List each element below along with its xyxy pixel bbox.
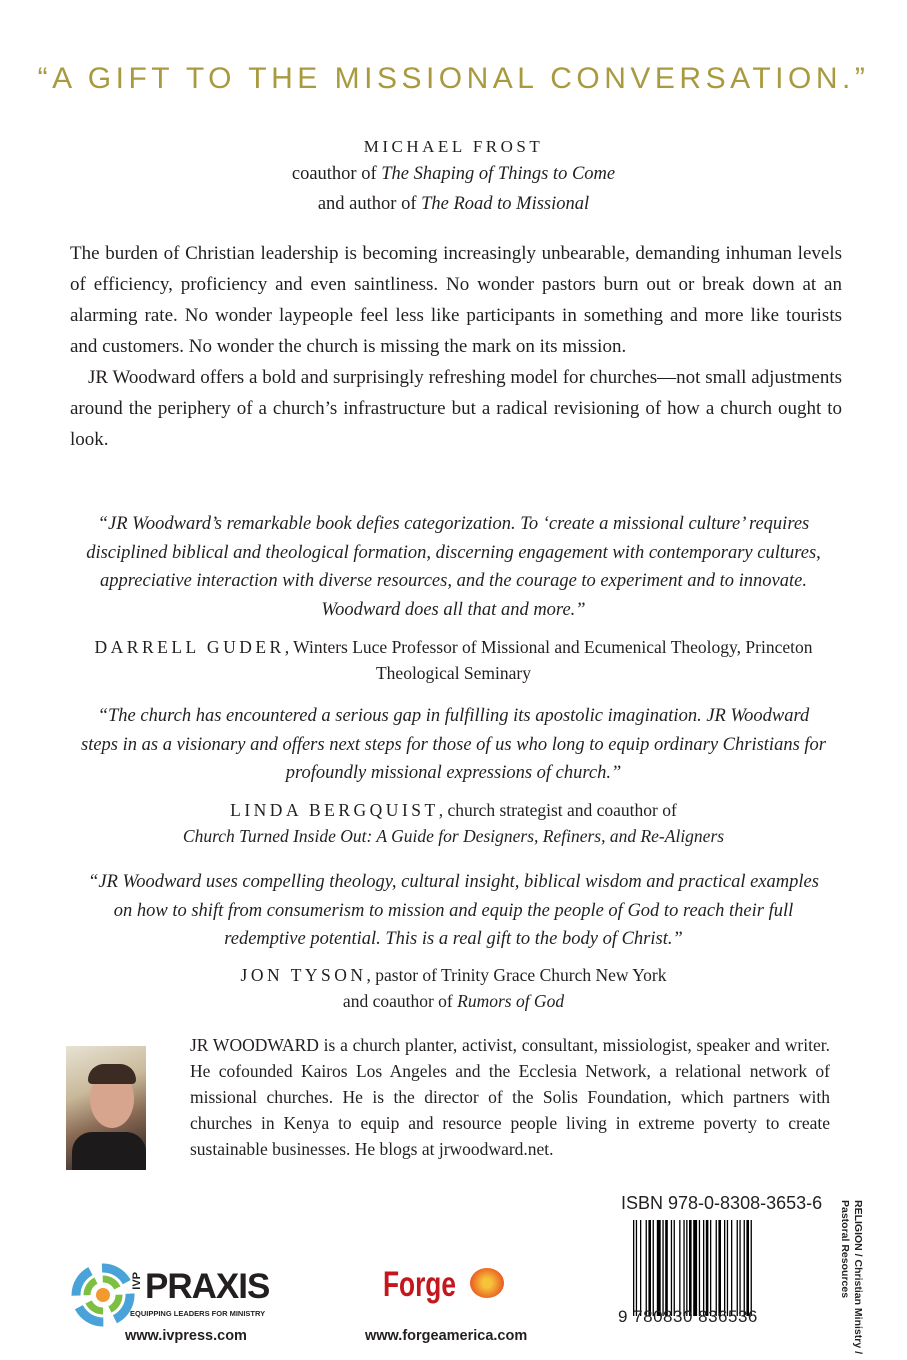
barcode-bar: [751, 1220, 752, 1316]
category-line: Pastoral Resources: [839, 1200, 851, 1299]
ivpress-link[interactable]: www.ivpress.com: [125, 1328, 247, 1344]
category-line: RELIGION / Christian Ministry /: [852, 1200, 864, 1355]
barcode-bar: [633, 1220, 634, 1316]
barcode-bar: [665, 1220, 668, 1316]
barcode-bar: [683, 1220, 684, 1316]
barcode-bar: [699, 1220, 700, 1316]
barcode-bar: [693, 1220, 697, 1316]
endorsement-quote: “The church has encountered a serious gap in fulfilling its apostolic imagination. JR Woodward steps in as a visionary and offers next steps for those of us who long to equip ordinary Christians for profoundly missional expressions of church.”: [81, 706, 826, 783]
endorser-name: LINDA BERGQUIST: [230, 800, 439, 820]
book-title: Rumors of God: [457, 991, 565, 1011]
barcode-bar: [737, 1220, 738, 1316]
description-paragraph: The burden of Christian leadership is becoming increasingly unbearable, demanding inhuman levels of efficiency, proficiency and even saintliness. No wonder pastors burn out or break down at an alarming rate. No wonder laypeople feel less like participants in something and more like tourists and customers. No wonder the church is missing the mark on its mission.: [70, 243, 842, 357]
description: [70, 238, 842, 455]
barcode-bar: [662, 1220, 663, 1316]
barcode-bar: [648, 1220, 651, 1316]
barcode-bar: [686, 1220, 687, 1316]
isbn: ISBN 978-0-8308-3653-6: [621, 1193, 823, 1213]
endorsement-quote: “JR Woodward’s remarkable book defies categorization. To ‘create a missional culture’ requires disciplined biblical and theological formation, discerning engagement with contemporary cultures, appreciative interaction with diverse resources, and the courage to experiment and to innovate. Woodward does all that and more.”: [86, 514, 821, 620]
barcode-bar: [739, 1220, 740, 1316]
endorser-role: , Winters Luce Professor of Missional and Ecumenical Theology, Princeton Theological Seminary: [284, 637, 813, 683]
barcode: [633, 1220, 795, 1316]
author-photo-hair: [88, 1064, 136, 1084]
barcode-bar: [727, 1220, 728, 1316]
barcode-bar: [706, 1220, 709, 1316]
endorser-name: DARRELL GUDER: [94, 637, 285, 657]
forge-flame-icon: [470, 1268, 504, 1298]
ivp-label: IVP: [131, 1272, 143, 1290]
praxis-wordmark: PRAXIS: [145, 1267, 270, 1306]
endorser-role: and coauthor of: [342, 991, 458, 1011]
barcode-digits: 9 780830 836536: [618, 1307, 758, 1326]
book-title: Church Turned Inside Out: A Guide for Designers, Refiners, and Re-Aligners: [182, 826, 725, 846]
endorsement-attribution: [80, 634, 827, 686]
barcode-bar: [744, 1220, 745, 1316]
endorsement-quote: “JR Woodward uses compelling theology, cultural insight, biblical wisdom and practical examples on how to shift from consumerism to mission and equip the people of God to reach their full redemptive potential. This is a real gift to the body of Christ.”: [88, 872, 819, 949]
barcode-bar: [671, 1220, 672, 1316]
author-bio: JR WOODWARD is a church planter, activist, consultant, missiologist, speaker and writer. He cofounded Kairos Los Angeles and the Ecclesia Network, a relational network of missional churches. He is the director of the Solis Foundation, which partners with churches in Kenya to equip and resource people living in extreme poverty to create sustainable businesses. He blogs at jrwoodward.net.: [190, 1035, 830, 1159]
barcode-bar: [657, 1220, 661, 1316]
endorser-credit-2: [0, 190, 907, 218]
endorsement-attribution: [80, 962, 827, 1014]
barcode-bar: [724, 1220, 725, 1316]
book-title: The Road to Missional: [421, 194, 590, 214]
barcode-bar: [636, 1220, 637, 1316]
book-title: The Shaping of Things to Come: [381, 164, 616, 184]
credit-text: and author of: [317, 194, 422, 214]
barcode-bar: [679, 1220, 680, 1316]
endorsement-attribution: [80, 797, 827, 849]
barcode-bar: [674, 1220, 675, 1316]
category-label: [838, 1200, 864, 1354]
praxis-tagline: EQUIPPING LEADERS FOR MINISTRY: [130, 1309, 266, 1318]
barcode-bar: [646, 1220, 647, 1316]
forgeamerica-link[interactable]: www.forgeamerica.com: [365, 1328, 528, 1344]
barcode-bar: [703, 1220, 704, 1316]
credit-text: coauthor of: [291, 164, 382, 184]
barcode-bar: [746, 1220, 749, 1316]
forge-wordmark: Forge: [383, 1265, 456, 1304]
barcode-bar: [640, 1220, 641, 1316]
headline: “A GIFT TO THE MISSIONAL CONVERSATION.”: [37, 62, 870, 95]
barcode-bars: [633, 1220, 795, 1316]
barcode-bar: [731, 1220, 732, 1316]
praxis-logo-icon: [71, 1263, 135, 1327]
endorser-role: , church strategist and coauthor of: [438, 800, 677, 820]
barcode-bar: [689, 1220, 692, 1316]
description-paragraph: JR Woodward offers a bold and surprisingly refreshing model for churches—not small adjustments around the periphery of a church’s infrastructure but a radical revisioning of how a church ought to look.: [70, 367, 842, 450]
author-photo-shirt: [72, 1132, 146, 1170]
endorser-name: JON TYSON: [240, 965, 367, 985]
barcode-bar: [710, 1220, 711, 1316]
endorser-name: MICHAEL FROST: [363, 137, 544, 156]
endorser-credit-1: [0, 160, 907, 188]
barcode-bar: [716, 1220, 717, 1316]
barcode-bar: [718, 1220, 721, 1316]
barcode-bar: [653, 1220, 654, 1316]
endorser-role: , pastor of Trinity Grace Church New York: [366, 965, 667, 985]
